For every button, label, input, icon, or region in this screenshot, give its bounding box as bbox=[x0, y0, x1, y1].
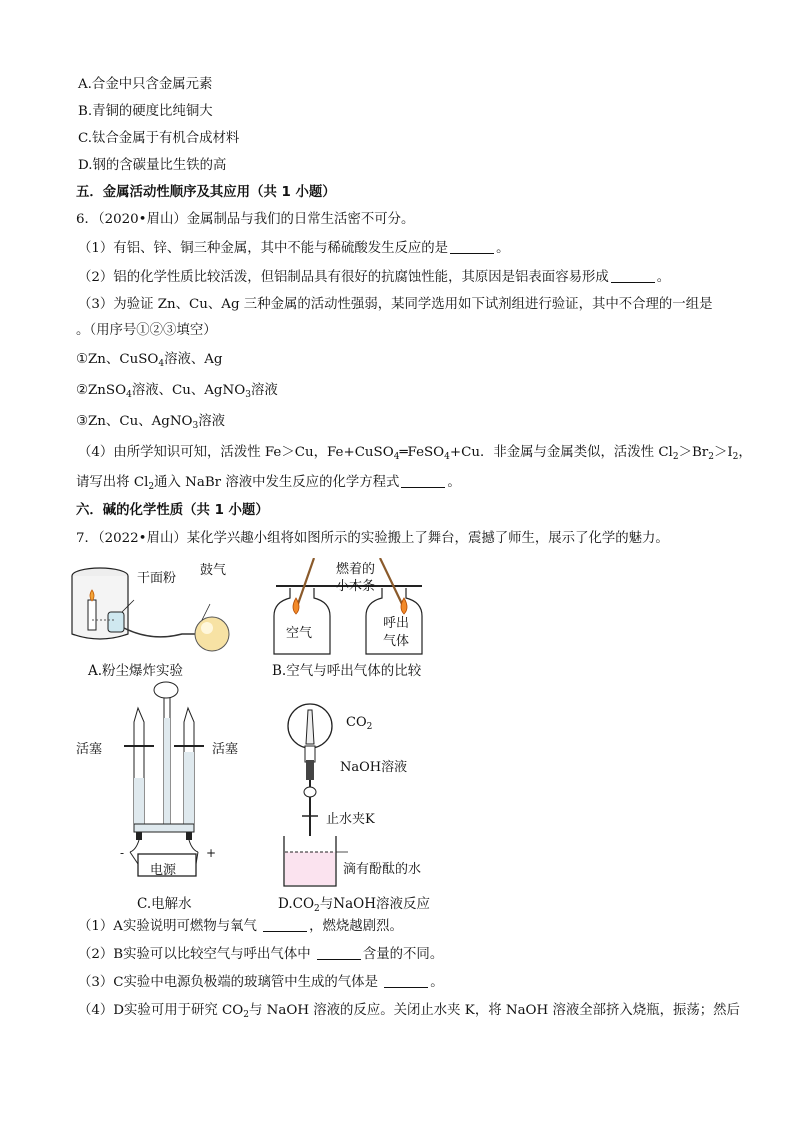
label-exhaled-2: 气体 bbox=[383, 634, 410, 649]
q7-part4: （4）D实验可用于研究 $CO_2$与 NaOH 溶液的反应。关闭止水夹 K，将 NaOH 溶液全部挤入烧瓶，振荡；然后 bbox=[78, 1003, 740, 1020]
caption-figure-a: A.粉尘爆炸实验 bbox=[88, 663, 184, 679]
label-valve-right: 活塞 bbox=[212, 742, 239, 757]
q6-part4-line2: 请写出将 $Cl_2$通入 NaBr 溶液中发生反应的化学方程式 。 bbox=[76, 475, 461, 492]
caption-figure-d: $D.CO_2$与NaOH溶液反应 bbox=[278, 896, 430, 914]
q7-part1: （1）A实验说明可燃物与氧气 ，燃烧越剧烈。 bbox=[78, 919, 403, 934]
label-co2: $CO_2$ bbox=[346, 715, 373, 732]
answer-blank[interactable] bbox=[450, 241, 494, 254]
section-heading-6: 六．碱的化学性质（共 1 小题） bbox=[76, 503, 269, 518]
answer-blank[interactable] bbox=[317, 947, 361, 960]
option-b: B.青铜的硬度比纯铜大 bbox=[78, 104, 213, 119]
option-a: A.合金中只含金属元素 bbox=[78, 77, 213, 92]
bellows-ball-icon bbox=[195, 617, 229, 651]
label-water: 滴有酚酞的水 bbox=[343, 862, 422, 877]
label-stick-1: 燃着的 bbox=[336, 562, 376, 577]
powder-cup bbox=[108, 612, 124, 632]
caption-figure-b: B.空气与呼出气体的比较 bbox=[272, 663, 422, 679]
q6-part3-line1: （3）为验证 Zn、Cu、Ag 三种金属的活动性强弱，某同学选用如下试剂组进行验证，其中不合理的一组是 bbox=[78, 297, 713, 312]
answer-blank[interactable] bbox=[611, 270, 655, 283]
q7-part2: （2）B实验可以比较空气与呼出气体中 含量的不同。 bbox=[78, 947, 444, 962]
connecting-tube bbox=[134, 824, 194, 832]
label-naoh: NaOH溶液 bbox=[340, 760, 408, 775]
label-valve-left: 活塞 bbox=[76, 742, 103, 757]
rubber-tube bbox=[124, 628, 200, 637]
answer-blank[interactable] bbox=[263, 919, 307, 932]
answer-blank[interactable] bbox=[384, 975, 428, 988]
q7-part3: （3）C实验中电源负极端的玻璃管中生成的气体是 。 bbox=[78, 975, 444, 990]
bottle-air bbox=[274, 588, 330, 654]
q6-reagent-2: ②ZnSO$_4$溶液、Cu、AgNO$_3$溶液 bbox=[76, 383, 278, 400]
q7-stem: 7．（2022•眉山）某化学兴趣小组将如图所示的实验搬上了舞台，震撼了师生，展示了化学的魅力。 bbox=[76, 531, 669, 546]
q6-part2: （2）铝的化学性质比较活泼，但铝制品具有很好的抗腐蚀性能，其原因是铝表面容易形成 。 bbox=[78, 270, 671, 285]
label-air: 空气 bbox=[286, 626, 313, 641]
label-plus: + bbox=[206, 846, 217, 860]
label-power: 电源 bbox=[150, 863, 177, 878]
option-d: D.钢的含碳量比生铁的高 bbox=[78, 158, 227, 173]
caption-figure-c: C.电解水 bbox=[137, 896, 192, 912]
q6-stem: 6．（2020•眉山）金属制品与我们的日常生活密不可分。 bbox=[76, 212, 415, 227]
option-c: C.钛合金属于有机合成材料 bbox=[78, 131, 240, 146]
label-powder: 干面粉 bbox=[137, 571, 177, 586]
label-blow: 鼓气 bbox=[200, 563, 227, 578]
q6-part1: （1）有铝、锌、铜三种金属，其中不能与稀硫酸发生反应的是 。 bbox=[78, 241, 510, 256]
candle-icon bbox=[88, 600, 96, 630]
q6-reagent-1: ①Zn、CuSO$_4$溶液、Ag bbox=[76, 352, 223, 369]
q6-part3-line2: 。（用序号①②③填空） bbox=[76, 323, 217, 338]
label-stick-2: 小木条 bbox=[336, 579, 376, 594]
answer-blank[interactable] bbox=[401, 475, 445, 488]
q6-part4-line1: （4）由所学知识可知，活泼性 Fe＞Cu，Fe+CuSO$_4$═FeSO$_4$+Cu．非金属与金属类似，活泼性 $Cl_2>Br_2>I_2$， bbox=[78, 445, 752, 462]
flame-icon bbox=[90, 590, 94, 601]
section-heading-5: 五．金属活动性顺序及其应用（共 1 小题） bbox=[76, 185, 336, 200]
label-minus: - bbox=[120, 846, 125, 860]
dropper-icon bbox=[306, 710, 314, 744]
q6-reagent-3: ③Zn、Cu、AgNO$_3$溶液 bbox=[76, 414, 226, 431]
reservoir-funnel bbox=[154, 682, 178, 698]
label-clamp: 止水夹K bbox=[326, 812, 375, 827]
label-exhaled-1: 呼出 bbox=[383, 616, 410, 631]
